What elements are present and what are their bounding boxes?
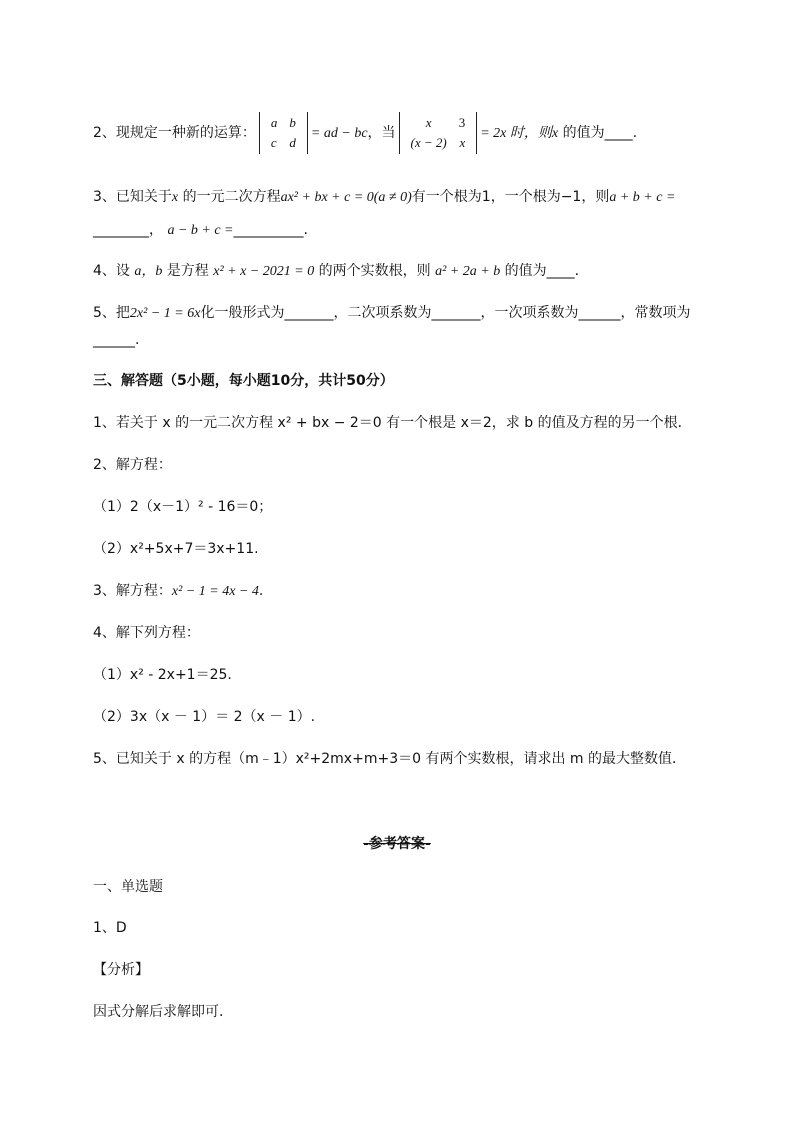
s3-equation: x² − 1 = 4x − 4 (171, 584, 259, 599)
det-cell: x (425, 115, 432, 130)
q4-equation: x² + x − 2021 = 0 (213, 264, 315, 279)
determinant-definition (259, 112, 308, 154)
question-fill-4 (93, 261, 579, 282)
solve-question-1: 1、若关于 x 的一元二次方程 x² + bx − 2＝0 有一个根是 x＝2，求 b 的值及方程的另一个根． (93, 415, 692, 431)
q2-mid: ，当 (367, 125, 396, 141)
det-cell: b (289, 115, 296, 130)
analysis-label: 【分析】 (93, 962, 149, 978)
q5-blank: ______. (93, 332, 140, 348)
analysis-text: 因式分解后求解即可. (93, 1004, 224, 1020)
det-cell: (x − 2) (410, 135, 447, 150)
q3-var: x (171, 190, 179, 205)
q4-vars: a，b (134, 264, 163, 279)
solve-question-5: 5、已知关于 x 的方程（m﹣1）x²+2mx+m+3＝0 有两个实数根，请求出 m 的最大整数值． (93, 751, 686, 767)
solve-question-2-part2: （2）x²+5x+7＝3x+11. (93, 541, 259, 557)
det-cell: a (270, 115, 278, 130)
answers-title: -参考答案- (363, 836, 431, 852)
q3-equation: ax² + bx + c = 0(a ≠ 0) (280, 190, 412, 205)
q2-equation-rhs: = 2x 时，则 (480, 126, 552, 141)
answer-1: 1、D (93, 920, 127, 936)
s3-prefix: 3、解方程： (93, 583, 172, 599)
q4-expr: a² + 2a + b (435, 264, 501, 279)
question-fill-5-line2 (93, 330, 139, 350)
q3-blank1: ________， (93, 222, 163, 238)
q3-expr1: a + b + c = (609, 190, 676, 205)
question-fill-3 (93, 187, 675, 208)
q2-prefix: 2、现规定一种新的运算： (93, 125, 256, 141)
q3-blank2: __________. (233, 222, 308, 238)
q3-expr2: a − b + c = (167, 223, 234, 238)
question-fill-3-line2 (93, 220, 308, 241)
q5-text: 化一般形式为_______，二次项系数为_______，一次项系数为______，常数项为 (200, 305, 691, 321)
s3-suffix: . (258, 583, 264, 599)
q2-suffix: 的值为____. (558, 125, 638, 141)
question-fill-5 (93, 303, 690, 324)
q3-text1: 的一元二次方程 (178, 189, 281, 205)
det-cell: d (289, 135, 296, 150)
answers-section-1: 一、单选题 (93, 879, 163, 895)
q4-text2: 的两个实数根，则 (314, 263, 436, 279)
det-cell: c (270, 135, 277, 150)
q4-text1: 是方程 (162, 263, 214, 279)
det-cell: 3 (458, 115, 466, 130)
q2-var: x (551, 126, 559, 141)
solve-question-2-part1: （1）2（x－1）² - 16＝0； (93, 499, 273, 515)
q2-definition-rhs: = ad − bc (310, 126, 368, 141)
solve-question-2-title: 2、解方程： (93, 457, 172, 473)
q3-text2: 有一个根为1，一个根为−1，则 (411, 189, 610, 205)
q3-prefix: 3、已知关于 (93, 189, 172, 205)
solve-question-3 (93, 581, 263, 602)
determinant-equation (399, 112, 478, 154)
solve-question-4-part1: （1）x² - 2x+1＝25. (93, 667, 232, 683)
question-fill-2 (93, 112, 637, 154)
section-title-solve: 三、解答题（5小题，每小题10分，共计50分） (93, 373, 394, 389)
solve-question-4-part2: （2）3x（x － 1）＝ 2（x － 1）. (93, 709, 316, 725)
q4-prefix: 4、设 (93, 263, 135, 279)
solve-question-4-title: 4、解下列方程： (93, 625, 200, 641)
q4-suffix: 的值为____. (500, 263, 580, 279)
q5-prefix: 5、把 (93, 305, 130, 321)
q5-equation: 2x² − 1 = 6x (129, 306, 201, 321)
det-cell: x (459, 135, 466, 150)
